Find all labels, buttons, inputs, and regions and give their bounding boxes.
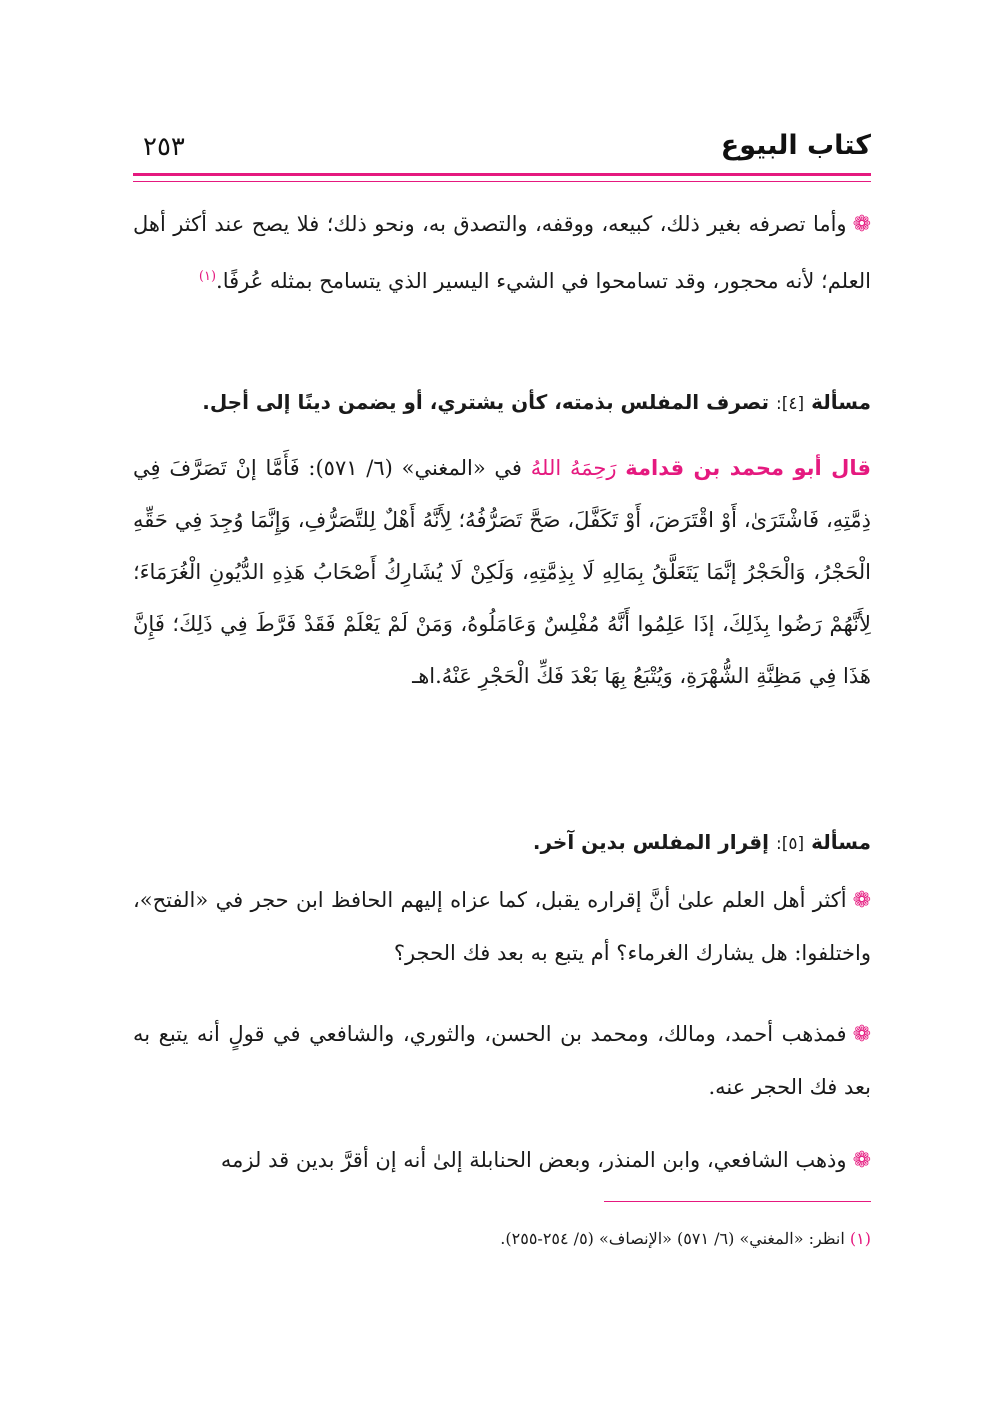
issue-4-number: [٤]: bbox=[775, 394, 805, 414]
issue-5-title: إقرار المفلس بدين آخر. bbox=[532, 830, 770, 854]
footnote-separator bbox=[604, 1201, 871, 1202]
flower-ornament-icon: ❁ bbox=[852, 888, 871, 913]
quote-speaker: قال أبو محمد بن قدامة bbox=[625, 456, 871, 480]
paragraph-3-text: فمذهب أحمد، ومالك، ومحمد بن الحسن، والثوري، والشافعي في قولٍ أنه يتبع به بعد فك الحجر عنه. bbox=[133, 1022, 871, 1099]
issue-5-heading bbox=[133, 822, 871, 864]
issue-5-number: [٥]: bbox=[775, 834, 805, 854]
footnote-ref[interactable]: (١) bbox=[198, 269, 217, 284]
flower-ornament-icon: ❁ bbox=[852, 212, 871, 237]
paragraph-1-text: وأما تصرفه بغير ذلك، كبيعه، ووقفه، والتصدق به، ونحو ذلك؛ فلا يصح عند أكثر أهل العلم؛ لأنه محجور، وقد تسامحوا في الشيء اليسير الذي يتسامح بمثله عُرفًا. bbox=[133, 212, 871, 293]
footnote bbox=[133, 1226, 871, 1252]
paragraph-4 bbox=[133, 1134, 871, 1187]
quote-paragraph bbox=[133, 442, 871, 702]
paragraph-2 bbox=[133, 874, 871, 979]
issue-4-heading bbox=[133, 382, 871, 424]
issue-5-label: مسألة bbox=[811, 830, 871, 854]
paragraph-1 bbox=[133, 198, 871, 307]
paragraph-3 bbox=[133, 1008, 871, 1113]
running-title: كتاب البيوع bbox=[720, 130, 871, 161]
quote-honorific: رَحِمَهُ اللهُ bbox=[530, 456, 617, 480]
footnote-text: انظر: «المغني» (٦/ ٥٧١) «الإنصاف» (٥/ ٢٥٤-٢٥٥). bbox=[500, 1229, 845, 1248]
paragraph-2-text: أكثر أهل العلم علىٰ أنَّ إقراره يقبل، كما عزاه إليهم الحافظ ابن حجر في «الفتح»، واختلفوا: هل يشارك الغرماء؟ أم يتبع به بعد فك الحجر؟ bbox=[133, 888, 871, 965]
flower-ornament-icon: ❁ bbox=[852, 1022, 871, 1047]
paragraph-4-text: وذهب الشافعي، وابن المنذر، وبعض الحنابلة إلىٰ أنه إن أقرَّ بدين قد لزمه bbox=[220, 1148, 847, 1172]
page-number: ٢٥٣ bbox=[143, 132, 185, 162]
flower-ornament-icon: ❁ bbox=[852, 1148, 871, 1173]
issue-4-title: تصرف المفلس بذمته، كأن يشتري، أو يضمن دينًا إلى أجل. bbox=[202, 390, 770, 414]
header-rule-thin bbox=[133, 181, 871, 182]
issue-4-label: مسألة bbox=[811, 390, 871, 414]
quote-source: في «المغني» (٦/ ٥٧١): bbox=[308, 456, 522, 480]
page-header bbox=[133, 120, 871, 170]
quote-text: فَأَمَّا إنْ تَصَرَّفَ فِي ذِمَّتِهِ، فَاشْتَرَىٰ، أَوْ اقْتَرَضَ، أَوْ تَكَفَّلَ، صَحَّ تَصَرُّفُهُ؛ لِأَنَّهُ أَهْلٌ لِلتَّصَرُّفِ، وَإِنَّمَا وُجِدَ فِي حَقِّهِ الْحَجْرُ، وَالْحَجْرُ إنَّمَا يَتَعَلَّقُ بِمَالِهِ لَا بِذِمَّتِهِ، وَلَكِنْ لَا يُشَارِكُ أَصْحَابُ هَذِهِ الدُّيُونِ الْغُرَمَاءَ؛ لِأَنَّهُمْ رَضُوا بِذَلِكَ، إذَا عَلِمُوا أَنَّهُ مُفْلِسٌ وَعَامَلُوهُ، وَمَنْ لَمْ يَعْلَمْ فَقَدْ فَرَّطَ فِي ذَلِكَ؛ فَإِنَّ هَذَا فِي مَظِنَّةِ الشُّهْرَةِ، وَيُتْبَعُ بِهَا بَعْدَ فَكِّ الْحَجْرِ عَنْهُ.اهـ bbox=[133, 456, 871, 688]
footnote-marker: (١) bbox=[849, 1229, 871, 1248]
header-rule-thick bbox=[133, 173, 871, 176]
